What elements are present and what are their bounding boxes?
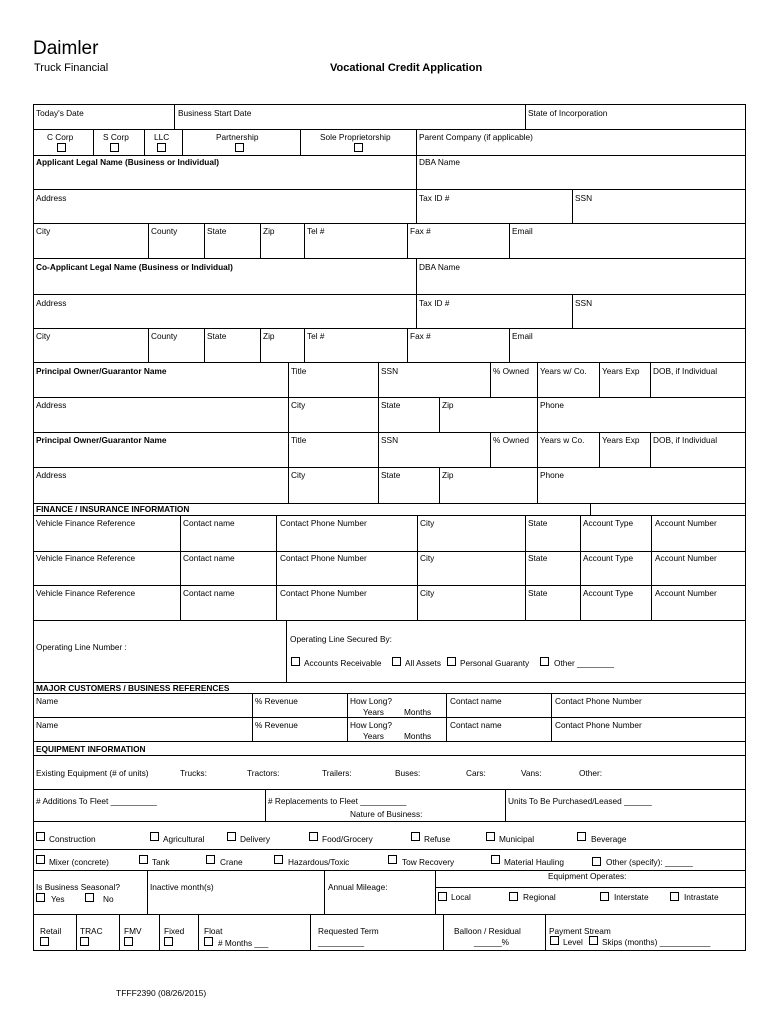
how-long-label: How Long? — [350, 696, 392, 706]
months-label: Months — [404, 731, 432, 741]
c-corp-checkbox[interactable] — [57, 143, 66, 152]
owner2-zip-label: Zip — [442, 470, 454, 480]
owner2-ssn-label: SSN — [381, 435, 399, 445]
owner1-city-label: City — [291, 400, 306, 410]
contact-phone-label: Contact Phone Number — [280, 553, 367, 563]
llc-checkbox[interactable] — [157, 143, 166, 152]
refuse-label: Refuse — [424, 834, 451, 844]
tank-checkbox[interactable] — [139, 855, 148, 864]
trailers-label: Trailers: — [322, 768, 352, 778]
intrastate-label: Intrastate — [684, 892, 719, 902]
retail-checkbox[interactable] — [40, 937, 49, 946]
contact-name-label: Contact name — [450, 720, 502, 730]
applicant-tel-label: Tel # — [307, 226, 325, 236]
coapplicant-ssn-label: SSN — [575, 298, 593, 308]
owner1-zip-label: Zip — [442, 400, 454, 410]
float-label: Float — [204, 926, 223, 936]
llc-label: LLC — [154, 132, 170, 142]
balloon-residual-blank[interactable]: ______% — [474, 937, 510, 947]
additions-to-fleet-label: # Additions To Fleet __________ — [36, 796, 157, 806]
equipment-heading: EQUIPMENT INFORMATION — [36, 744, 146, 754]
brand-subtitle: Truck Financial — [34, 62, 109, 74]
owner1-years-exp-label: Years Exp — [602, 366, 640, 376]
buses-label: Buses: — [395, 768, 421, 778]
owner1-phone-label: Phone — [540, 400, 564, 410]
owner1-ssn-label: SSN — [381, 366, 399, 376]
coapplicant-state-label: State — [207, 331, 227, 341]
refuse-checkbox[interactable] — [411, 832, 420, 841]
customers-heading: MAJOR CUSTOMERS / BUSINESS REFERENCES — [36, 683, 230, 693]
state-label: State — [528, 553, 548, 563]
food-grocery-label: Food/Grocery — [322, 834, 373, 844]
units-purchased-label: Units To Be Purchased/Leased ______ — [508, 796, 652, 806]
balloon-residual-label: Balloon / Residual — [454, 926, 521, 936]
mixer-label: Mixer (concrete) — [49, 857, 109, 867]
other-secured-label: Other ________ — [554, 658, 614, 668]
account-number-label: Account Number — [655, 588, 717, 598]
trac-label: TRAC — [80, 926, 103, 936]
applicant-county-label: County — [151, 226, 178, 236]
skips-label: Skips (months) ___________ — [602, 937, 711, 947]
contact-name-label: Contact name — [450, 696, 502, 706]
owner1-dob-label: DOB, if Individual — [653, 366, 718, 376]
all-assets-label: All Assets — [405, 658, 441, 668]
seasonal-no-label: No — [103, 894, 114, 904]
fmv-checkbox[interactable] — [124, 937, 133, 946]
state-of-incorporation-label: State of Incorporation — [528, 108, 608, 118]
crane-checkbox[interactable] — [206, 855, 215, 864]
contact-name-label: Contact name — [183, 518, 235, 528]
s-corp-label: S Corp — [103, 132, 129, 142]
cars-label: Cars: — [466, 768, 486, 778]
owner2-title-label: Title — [291, 435, 307, 445]
owner1-address-label: Address — [36, 400, 67, 410]
skips-checkbox[interactable] — [589, 936, 598, 945]
owner2-dob-label: DOB, if Individual — [653, 435, 718, 445]
other-equipment-label: Other: — [579, 768, 603, 778]
all-assets-checkbox[interactable] — [392, 657, 401, 666]
regional-label: Regional — [523, 892, 556, 902]
account-type-label: Account Type — [583, 518, 634, 528]
seasonal-yes-label: Yes — [51, 894, 65, 904]
float-months-label: # Months ___ — [218, 938, 269, 948]
revenue-label: % Revenue — [255, 696, 298, 706]
revenue-label: % Revenue — [255, 720, 298, 730]
coapplicant-city-label: City — [36, 331, 51, 341]
partnership-label: Partnership — [216, 132, 259, 142]
delivery-label: Delivery — [240, 834, 270, 844]
state-label: State — [528, 588, 548, 598]
applicant-dba-label: DBA Name — [419, 157, 461, 167]
tractors-label: Tractors: — [247, 768, 280, 778]
applicant-fax-label: Fax # — [410, 226, 431, 236]
coapplicant-fax-label: Fax # — [410, 331, 431, 341]
parent-company-label: Parent Company (if applicable) — [419, 132, 533, 142]
fixed-checkbox[interactable] — [164, 937, 173, 946]
requested-term-blank[interactable]: __________ — [318, 937, 365, 947]
float-checkbox[interactable] — [204, 937, 213, 946]
owner1-years-co-label: Years w/ Co. — [540, 366, 587, 376]
owner2-phone-label: Phone — [540, 470, 564, 480]
material-hauling-checkbox[interactable] — [491, 855, 500, 864]
crane-label: Crane — [220, 857, 243, 867]
retail-label: Retail — [40, 926, 62, 936]
interstate-label: Interstate — [614, 892, 649, 902]
s-corp-checkbox[interactable] — [110, 143, 119, 152]
requested-term-label: Requested Term — [318, 926, 379, 936]
level-label: Level — [563, 937, 583, 947]
coapplicant-county-label: County — [151, 331, 178, 341]
customer-name-label: Name — [36, 720, 59, 730]
accounts-receivable-checkbox[interactable] — [291, 657, 300, 666]
owner2-city-label: City — [291, 470, 306, 480]
seasonal-yes-checkbox[interactable] — [36, 893, 45, 902]
applicant-zip-label: Zip — [263, 226, 275, 236]
local-checkbox[interactable] — [438, 892, 447, 901]
form-code: TFFF2390 (08/26/2015) — [116, 988, 207, 998]
coapplicant-tel-label: Tel # — [307, 331, 325, 341]
brand-logo: Daimler — [33, 38, 99, 59]
vehicle-finance-reference-label: Vehicle Finance Reference — [36, 588, 136, 598]
coapplicant-legal-name-label: Co-Applicant Legal Name (Business or Individual) — [36, 262, 233, 272]
years-label: Years — [363, 707, 384, 717]
beverage-checkbox[interactable] — [577, 832, 586, 841]
regional-checkbox[interactable] — [509, 892, 518, 901]
contact-phone-label: Contact Phone Number — [280, 588, 367, 598]
intrastate-checkbox[interactable] — [670, 892, 679, 901]
owner1-title-label: Title — [291, 366, 307, 376]
municipal-label: Municipal — [499, 834, 535, 844]
construction-label: Construction — [49, 834, 96, 844]
owner2-owned-label: % Owned — [493, 435, 529, 445]
other-secured-checkbox[interactable] — [540, 657, 549, 666]
fixed-label: Fixed — [164, 926, 185, 936]
owner1-name-label: Principal Owner/Guarantor Name — [36, 366, 167, 376]
beverage-label: Beverage — [591, 834, 627, 844]
inactive-months-label: Inactive month(s) — [150, 882, 214, 892]
delivery-checkbox[interactable] — [227, 832, 236, 841]
material-hauling-label: Material Hauling — [504, 857, 564, 867]
coapplicant-dba-label: DBA Name — [419, 262, 461, 272]
contact-phone-label: Contact Phone Number — [280, 518, 367, 528]
owner2-name-label: Principal Owner/Guarantor Name — [36, 435, 167, 445]
local-label: Local — [451, 892, 471, 902]
agricultural-label: Agricultural — [163, 834, 205, 844]
tow-recovery-checkbox[interactable] — [388, 855, 397, 864]
owner2-state-label: State — [381, 470, 401, 480]
operating-line-number-label: Operating Line Number : — [36, 642, 127, 652]
tank-label: Tank — [152, 857, 170, 867]
sole-proprietorship-checkbox[interactable] — [354, 143, 363, 152]
city-label: City — [420, 553, 435, 563]
personal-guaranty-checkbox[interactable] — [447, 657, 456, 666]
city-label: City — [420, 518, 435, 528]
vehicle-finance-reference-label: Vehicle Finance Reference — [36, 553, 136, 563]
owner2-years-co-label: Years w Co. — [540, 435, 585, 445]
how-long-label: How Long? — [350, 720, 392, 730]
seasonal-no-checkbox[interactable] — [85, 893, 94, 902]
equipment-operates-label: Equipment Operates: — [548, 871, 627, 881]
hazardous-checkbox[interactable] — [274, 855, 283, 864]
accounts-receivable-label: Accounts Receivable — [304, 658, 382, 668]
trucks-label: Trucks: — [180, 768, 207, 778]
customer-name-label: Name — [36, 696, 59, 706]
existing-equipment-label: Existing Equipment (# of units) — [36, 768, 149, 778]
agricultural-checkbox[interactable] — [150, 832, 159, 841]
sole-proprietorship-label: Sole Proprietorship — [320, 132, 391, 142]
level-checkbox[interactable] — [550, 936, 559, 945]
food-grocery-checkbox[interactable] — [309, 832, 318, 841]
other-specify-label: Other (specify): ______ — [606, 857, 693, 867]
contact-name-label: Contact name — [183, 588, 235, 598]
construction-checkbox[interactable] — [36, 832, 45, 841]
account-type-label: Account Type — [583, 588, 634, 598]
coapplicant-zip-label: Zip — [263, 331, 275, 341]
account-number-label: Account Number — [655, 553, 717, 563]
payment-stream-label: Payment Stream — [549, 926, 611, 936]
account-number-label: Account Number — [655, 518, 717, 528]
account-type-label: Account Type — [583, 553, 634, 563]
owner2-address-label: Address — [36, 470, 67, 480]
applicant-city-label: City — [36, 226, 51, 236]
contact-phone-label: Contact Phone Number — [555, 696, 642, 706]
applicant-legal-name-label: Applicant Legal Name (Business or Individual) — [36, 157, 220, 167]
tow-recovery-label: Tow Recovery — [402, 857, 455, 867]
owner1-state-label: State — [381, 400, 401, 410]
annual-mileage-label: Annual Mileage: — [328, 882, 388, 892]
applicant-email-label: Email — [512, 226, 533, 236]
years-label: Years — [363, 731, 384, 741]
replacements-to-fleet-label: # Replacements to Fleet __________ — [268, 796, 407, 806]
hazardous-label: Hazardous/Toxic — [288, 857, 350, 867]
fmv-label: FMV — [124, 926, 142, 936]
seasonal-label: Is Business Seasonal? — [36, 882, 120, 892]
coapplicant-address-label: Address — [36, 298, 67, 308]
months-label: Months — [404, 707, 432, 717]
personal-guaranty-label: Personal Guaranty — [460, 658, 530, 668]
coapplicant-tax-id-label: Tax ID # — [419, 298, 450, 308]
contact-name-label: Contact name — [183, 553, 235, 563]
nature-of-business-label: Nature of Business: — [350, 809, 423, 819]
other-specify-checkbox[interactable] — [592, 857, 601, 866]
vans-label: Vans: — [521, 768, 542, 778]
city-label: City — [420, 588, 435, 598]
applicant-state-label: State — [207, 226, 227, 236]
coapplicant-email-label: Email — [512, 331, 533, 341]
c-corp-label: C Corp — [47, 132, 74, 142]
operating-line-secured-label: Operating Line Secured By: — [290, 634, 392, 644]
todays-date-label: Today's Date — [36, 108, 84, 118]
state-label: State — [528, 518, 548, 528]
applicant-tax-id-label: Tax ID # — [419, 193, 450, 203]
interstate-checkbox[interactable] — [600, 892, 609, 901]
partnership-checkbox[interactable] — [235, 143, 244, 152]
vehicle-finance-reference-label: Vehicle Finance Reference — [36, 518, 136, 528]
trac-checkbox[interactable] — [80, 937, 89, 946]
applicant-address-label: Address — [36, 193, 67, 203]
contact-phone-label: Contact Phone Number — [555, 720, 642, 730]
owner1-owned-label: % Owned — [493, 366, 529, 376]
form-title: Vocational Credit Application — [330, 62, 483, 74]
municipal-checkbox[interactable] — [486, 832, 495, 841]
applicant-ssn-label: SSN — [575, 193, 593, 203]
owner2-years-exp-label: Years Exp — [602, 435, 640, 445]
finance-heading: FINANCE / INSURANCE INFORMATION — [36, 504, 190, 514]
mixer-checkbox[interactable] — [36, 855, 45, 864]
business-start-date-label: Business Start Date — [178, 108, 252, 118]
